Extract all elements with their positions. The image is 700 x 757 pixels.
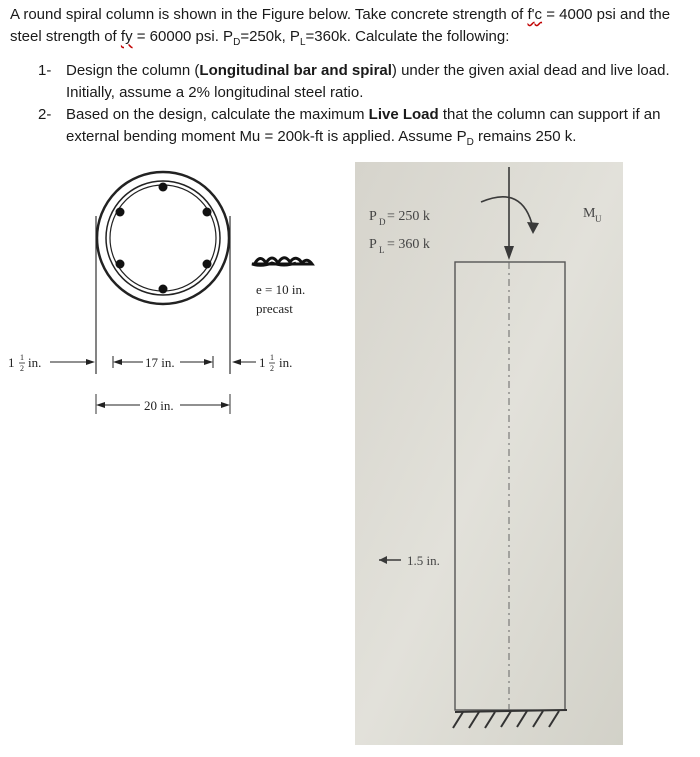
svg-text:1: 1	[259, 355, 266, 370]
problem-statement	[10, 4, 694, 148]
svg-text:L: L	[379, 245, 385, 255]
column-section-figure	[0, 168, 340, 428]
column-elevation-photo	[355, 162, 623, 745]
svg-text:P: P	[369, 209, 377, 224]
svg-text:1: 1	[20, 353, 24, 362]
cover-dim-left: in.	[28, 355, 42, 370]
svg-text:1: 1	[270, 353, 274, 362]
moment-label: M	[583, 206, 596, 221]
precast-label: precast	[256, 301, 293, 316]
core-dim-label: 17 in.	[145, 355, 175, 370]
svg-text:1: 1	[8, 355, 15, 370]
svg-text:U: U	[595, 214, 602, 224]
svg-text:D: D	[379, 217, 386, 227]
fy-symbol: fy	[120, 28, 133, 45]
eccentricity-label: e = 10 in.	[256, 282, 306, 297]
svg-text:P: P	[369, 237, 377, 252]
spiral-circle	[106, 181, 220, 295]
problem-intro: A round spiral column is shown in the Figure below. Take concrete strength of f'c = 4000 psi and the steel strength of fy = 60000 psi. $P_D=250k$, $P_L=360k$. Calculate the following:	[10, 6, 671, 48]
longitudinal-bars	[116, 183, 212, 294]
svg-text:2: 2	[270, 364, 274, 373]
scribble-mark	[252, 258, 312, 266]
fc-symbol: f'c	[527, 6, 543, 23]
cover-dim-right: in.	[279, 355, 293, 370]
task-item-2: 2- Based on the design, calculate the maximum Live Load that the column can support if an external bending moment Mu = 200k-ft is applied. Assume $P_D$ remains 250 k.	[38, 106, 661, 148]
task-item-1: 1- Design the column (Longitudinal bar and spiral) under the given axial dead and live load. Initially, assume a 2% longitudinal steel ratio.	[38, 62, 670, 101]
outer-circle	[97, 172, 229, 304]
total-width-label: 20 in.	[144, 398, 174, 413]
dead-load-label: = 250 k	[387, 209, 430, 224]
svg-text:2: 2	[20, 364, 24, 373]
live-load-label: = 360 k	[387, 237, 430, 252]
task-list	[10, 60, 694, 148]
cover-label: 1.5 in.	[407, 553, 440, 568]
